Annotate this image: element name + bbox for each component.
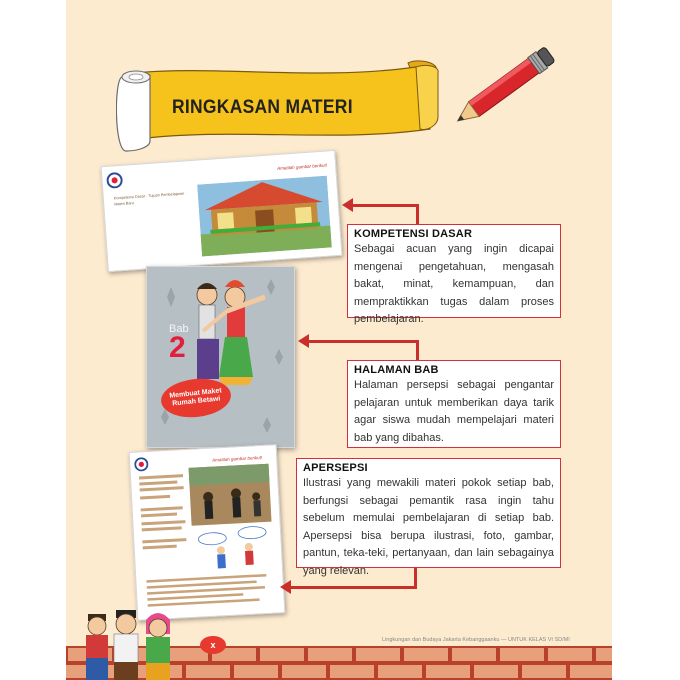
apersepsi-thumbnail bbox=[129, 444, 286, 621]
box-body: Ilustrasi yang mewakili materi pokok setiap bab, berfungsi sebagai pemantik rasa ingin tahu sebelum memulai pembelajaran di setiap bab. Apersepsi bisa berupa ilustrasi, foto, gambar, pantun, teka-teki, pertanyaan, dan lain sebagainya yang relevan. bbox=[303, 477, 554, 577]
box-title: HALAMAN BAB bbox=[354, 364, 439, 376]
bab-thumbnail bbox=[146, 266, 295, 448]
logo-icon bbox=[106, 172, 123, 189]
apersepsi-illustration bbox=[130, 445, 285, 619]
arrow-line bbox=[416, 340, 419, 362]
arrow-line bbox=[352, 204, 418, 207]
arrow-line bbox=[416, 204, 419, 226]
book-page bbox=[66, 0, 612, 680]
bab-title-badge: Membuat Maket Rumah Betawi bbox=[159, 375, 233, 420]
house-illustration bbox=[197, 176, 332, 257]
apersepsi-box bbox=[296, 458, 561, 577]
bab-label: Bab bbox=[169, 323, 189, 335]
page-number-badge: x bbox=[200, 636, 226, 654]
arrow-head-icon bbox=[298, 334, 309, 348]
section-title: RINGKASAN MATERI bbox=[172, 97, 353, 118]
box-body: Halaman persepsi sebagai pengantar pelajaran untuk memberikan daya tarik agar siswa mudah mempelajari materi bab yang dibahas. bbox=[354, 379, 554, 444]
box-body: Sebagai acuan yang ingin dicapai mengenai pengetahuan, mengasah bakat, minat, kemampuan, dan mempraktikkan tugas dalam proses pembelajaran. bbox=[354, 243, 554, 325]
arrow-head-icon bbox=[342, 198, 353, 212]
kompetensi-dasar-box bbox=[347, 224, 561, 325]
box-title: KOMPETENSI DASAR bbox=[354, 228, 473, 240]
kids-illustration bbox=[80, 608, 190, 680]
arrow-line bbox=[290, 586, 416, 589]
bab-number: 2 bbox=[169, 331, 186, 364]
running-title: Lingkungan dan Budaya Jakarta Kebanggaanku — UNTUK KELAS VI SD/MI bbox=[382, 637, 570, 643]
box-title: APERSEPSI bbox=[303, 462, 368, 474]
halaman-bab-box bbox=[347, 360, 561, 448]
pencil-icon bbox=[444, 40, 566, 132]
arrow-line bbox=[308, 340, 418, 343]
thumbnail-heading: Amatilah gambar berikut! bbox=[212, 455, 263, 463]
kompetensi-thumbnail bbox=[101, 150, 343, 272]
arrow-head-icon bbox=[280, 580, 291, 594]
thumbnail-text: Kompetensi Dasar · Tujuan Pembelajaran · Materi Baru bbox=[113, 191, 187, 207]
thumbnail-heading: Amatilah gambar berikut! bbox=[276, 162, 328, 172]
